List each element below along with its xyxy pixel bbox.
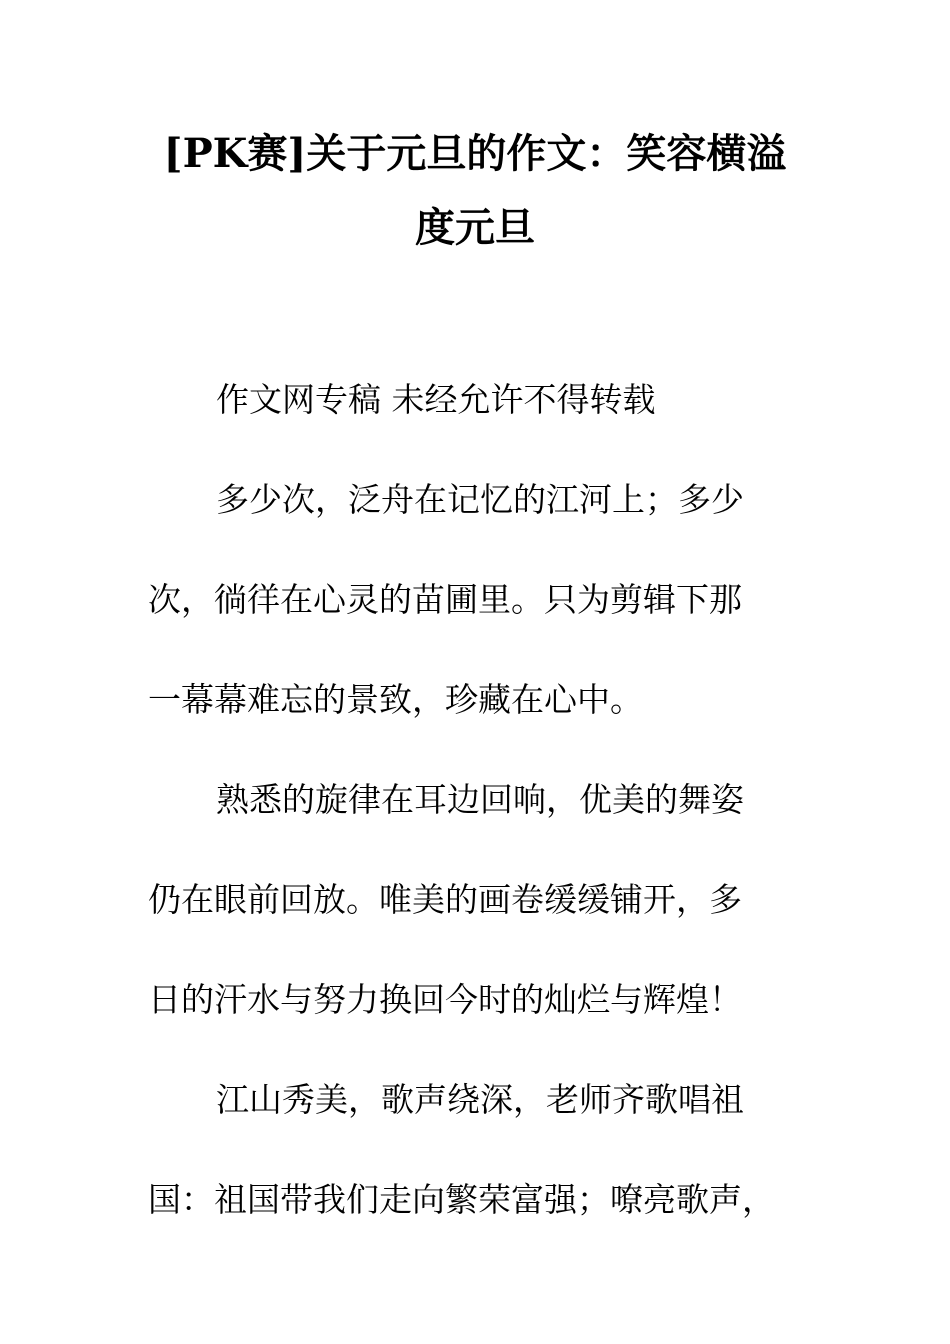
paragraph-2-line-2: 仍在眼前回放。唯美的画卷缓缓铺开，多	[148, 880, 742, 919]
document-title-line-2: 度元旦	[415, 204, 535, 251]
document-title-line-1: [PK赛]关于元旦的作文：笑容横溢	[163, 130, 787, 177]
paragraph-1-line-1: 多少次，泛舟在记忆的江河上；多少	[216, 480, 744, 519]
paragraph-2-line-3: 日的汗水与努力换回今时的灿烂与辉煌！	[148, 980, 742, 1019]
paragraph-3-line-1: 江山秀美，歌声绕深，老师齐歌唱祖	[216, 1080, 744, 1119]
paragraph-3-line-2: 国：祖国带我们走向繁荣富强；嘹亮歌声，	[148, 1180, 775, 1219]
byline: 作文网专稿 未经允许不得转载	[216, 380, 656, 419]
paragraph-1-line-3: 一幕幕难忘的景致，珍藏在心中。	[148, 680, 643, 719]
paragraph-2-line-1: 熟悉的旋律在耳边回响，优美的舞姿	[216, 780, 744, 819]
paragraph-1-line-2: 次，徜徉在心灵的苗圃里。只为剪辑下那	[148, 580, 742, 619]
